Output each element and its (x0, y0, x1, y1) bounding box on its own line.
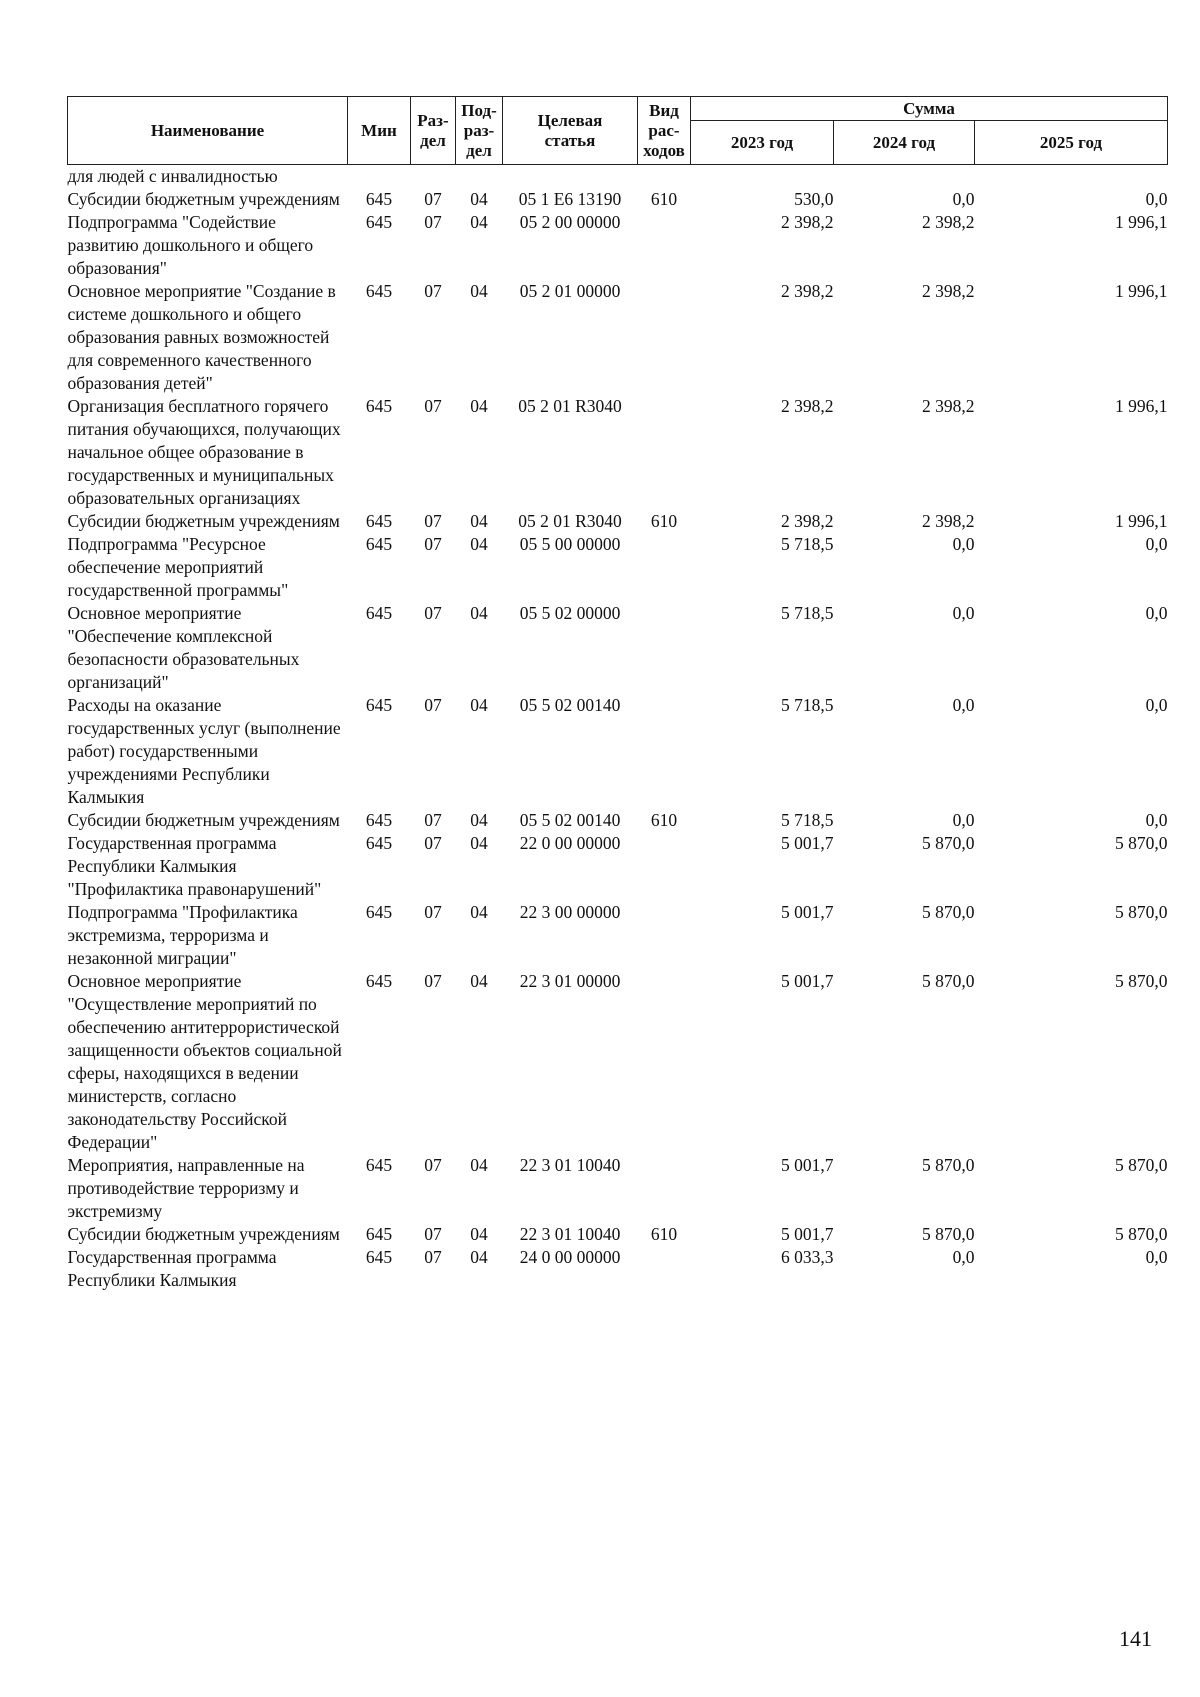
row-min (348, 165, 411, 189)
table-row (68, 188, 1168, 211)
row-sum-2023: 530,0 (794, 189, 834, 209)
row-target: 05 2 01 R3040 (518, 396, 622, 416)
row-razdel: 07 (424, 833, 442, 853)
row-podrazdel: 04 (470, 902, 488, 922)
row-name: Государственная программа Республики Калмыкия (67, 1247, 277, 1290)
row-sum-2023: 5 001,7 (781, 971, 834, 991)
row-name: Основное мероприятие "Обеспечение комплексной безопасности образовательных организаций" (67, 603, 300, 692)
row-razdel: 07 (424, 810, 442, 830)
row-sum-2023: 5 001,7 (781, 1224, 834, 1244)
row-min: 645 (365, 212, 393, 232)
row-min: 645 (365, 695, 393, 715)
row-vid (638, 211, 691, 280)
row-vid (638, 602, 691, 694)
table-row (68, 809, 1168, 832)
row-razdel: 07 (424, 902, 442, 922)
row-target: 22 3 01 10040 (519, 1224, 621, 1244)
row-sum-2023: 6 033,3 (781, 1247, 834, 1267)
row-target: 05 5 02 00000 (519, 603, 621, 623)
row-min: 645 (365, 534, 393, 554)
row-min: 645 (365, 1247, 393, 1267)
table-body (68, 165, 1168, 1293)
row-razdel: 07 (424, 1247, 442, 1267)
row-name: Подпрограмма "Ресурсное обеспечение мероприятий государственной программы" (67, 534, 289, 600)
row-podrazdel: 04 (470, 1224, 488, 1244)
row-sum-2024: 0,0 (952, 534, 975, 554)
row-sum-2024: 5 870,0 (922, 1224, 975, 1244)
row-podrazdel (456, 165, 503, 189)
row-name: Государственная программа Республики Калмыкия "Профилактика правонарушений" (67, 833, 322, 899)
row-sum-2025: 0,0 (1145, 189, 1168, 209)
table-row (68, 533, 1168, 602)
table-row (68, 970, 1168, 1154)
row-min: 645 (365, 902, 393, 922)
row-target: 22 3 01 00000 (519, 971, 621, 991)
table-row (68, 901, 1168, 970)
row-razdel (411, 165, 456, 189)
row-name: Основное мероприятие "Создание в системе дошкольного и общего образования равных возможностей для современного качественного образования детей" (67, 281, 336, 393)
row-min: 645 (365, 281, 393, 301)
row-vid: 610 (650, 810, 678, 830)
row-min: 645 (365, 810, 393, 830)
row-target: 05 5 02 00140 (519, 810, 621, 830)
row-sum-2023: 5 718,5 (781, 810, 834, 830)
row-name: для людей с инвалидностью (67, 166, 278, 186)
row-sum-2025: 1 996,1 (1115, 281, 1168, 301)
header-vid: Вид рас- ходов (638, 97, 691, 165)
row-podrazdel: 04 (470, 695, 488, 715)
row-sum-2025: 1 996,1 (1115, 396, 1168, 416)
page-number: 141 (1119, 1626, 1152, 1651)
row-sum-2024: 5 870,0 (922, 1155, 975, 1175)
row-min: 645 (365, 971, 393, 991)
header-min: Мин (348, 97, 411, 165)
row-podrazdel: 04 (470, 810, 488, 830)
header-2024: 2024 год (834, 121, 975, 165)
table-row (68, 395, 1168, 510)
row-min: 645 (365, 1224, 393, 1244)
row-name: Расходы на оказание государственных услуг (выполнение работ) государственными учреждениями Республики Калмыкия (67, 695, 341, 807)
row-razdel: 07 (424, 212, 442, 232)
row-podrazdel: 04 (470, 511, 488, 531)
row-sum-2023: 2 398,2 (781, 281, 834, 301)
table-row (68, 602, 1168, 694)
row-razdel: 07 (424, 534, 442, 554)
row-target (503, 165, 638, 189)
row-vid (638, 395, 691, 510)
table-row (68, 165, 1168, 189)
row-sum-2024: 2 398,2 (922, 511, 975, 531)
row-sum-2023: 5 001,7 (781, 902, 834, 922)
row-target: 05 2 01 R3040 (518, 511, 622, 531)
row-vid (638, 832, 691, 901)
row-sum-2024: 0,0 (952, 810, 975, 830)
row-target: 05 1 Е6 13190 (518, 189, 622, 209)
row-sum-2024: 0,0 (952, 189, 975, 209)
row-min: 645 (365, 511, 393, 531)
row-podrazdel: 04 (470, 281, 488, 301)
row-sum-2025: 0,0 (1145, 810, 1168, 830)
row-sum-2025: 5 870,0 (1115, 833, 1168, 853)
row-podrazdel: 04 (470, 189, 488, 209)
row-name: Подпрограмма "Содействие развитию дошкольного и общего образования" (67, 212, 314, 278)
budget-table (67, 96, 1168, 1292)
table-row (68, 694, 1168, 809)
row-name: Организация бесплатного горячего питания обучающихся, получающих начальное общее образование в государственных и муниципальных образовательных организациях (67, 396, 341, 508)
row-vid (638, 901, 691, 970)
row-sum-2023: 5 718,5 (781, 695, 834, 715)
budget-sheet (67, 96, 1167, 1292)
table-row (68, 1246, 1168, 1292)
row-sum-2023: 5 718,5 (781, 603, 834, 623)
row-sum-2023: 2 398,2 (781, 511, 834, 531)
row-sum-2024: 0,0 (952, 1247, 975, 1267)
row-vid (638, 1154, 691, 1223)
row-podrazdel: 04 (470, 212, 488, 232)
row-min: 645 (365, 1155, 393, 1175)
row-sum-2023: 5 001,7 (781, 833, 834, 853)
row-sum-2024 (834, 165, 975, 189)
row-name: Субсидии бюджетным учреждениям (67, 189, 340, 209)
row-vid (638, 165, 691, 189)
row-sum-2025: 1 996,1 (1115, 511, 1168, 531)
row-sum-2024: 5 870,0 (922, 971, 975, 991)
header-sum: Сумма (691, 97, 1168, 121)
row-podrazdel: 04 (470, 1247, 488, 1267)
row-podrazdel: 04 (470, 603, 488, 623)
header-2023: 2023 год (691, 121, 834, 165)
row-podrazdel: 04 (470, 396, 488, 416)
row-razdel: 07 (424, 396, 442, 416)
row-sum-2025: 1 996,1 (1115, 212, 1168, 232)
table-row (68, 510, 1168, 533)
row-sum-2025: 5 870,0 (1115, 1155, 1168, 1175)
header-target: Целевая статья (503, 97, 638, 165)
row-razdel: 07 (424, 1224, 442, 1244)
row-sum-2024: 2 398,2 (922, 396, 975, 416)
row-razdel: 07 (424, 511, 442, 531)
row-vid: 610 (650, 511, 678, 531)
row-sum-2023 (691, 165, 834, 189)
row-target: 22 0 00 00000 (519, 833, 621, 853)
row-target: 22 3 00 00000 (519, 902, 621, 922)
row-podrazdel: 04 (470, 833, 488, 853)
row-name: Субсидии бюджетным учреждениям (67, 810, 340, 830)
row-name: Субсидии бюджетным учреждениям (67, 1224, 340, 1244)
row-sum-2024: 0,0 (952, 603, 975, 623)
row-vid (638, 533, 691, 602)
row-podrazdel: 04 (470, 971, 488, 991)
row-vid (638, 280, 691, 395)
row-vid: 610 (650, 1224, 678, 1244)
table-row (68, 280, 1168, 395)
row-sum-2025: 5 870,0 (1115, 1224, 1168, 1244)
row-min: 645 (365, 833, 393, 853)
row-podrazdel: 04 (470, 1155, 488, 1175)
row-sum-2024: 0,0 (952, 695, 975, 715)
row-sum-2024: 5 870,0 (922, 902, 975, 922)
row-vid (638, 694, 691, 809)
row-min: 645 (365, 396, 393, 416)
row-sum-2025: 0,0 (1145, 1247, 1168, 1267)
row-name: Субсидии бюджетным учреждениям (67, 511, 340, 531)
row-sum-2025 (975, 165, 1168, 189)
row-name: Основное мероприятие "Осуществление мероприятий по обеспечению антитеррористической защищенности объектов социальной сферы, находящихся в ведении министерств, согласно законодательству Российской Федерации" (67, 971, 342, 1152)
row-min: 645 (365, 603, 393, 623)
table-header (68, 97, 1168, 165)
row-razdel: 07 (424, 1155, 442, 1175)
row-razdel: 07 (424, 603, 442, 623)
row-target: 22 3 01 10040 (519, 1155, 621, 1175)
header-name: Наименование (68, 97, 348, 165)
row-sum-2023: 2 398,2 (781, 212, 834, 232)
row-razdel: 07 (424, 695, 442, 715)
row-target: 24 0 00 00000 (519, 1247, 621, 1267)
row-target: 05 2 00 00000 (519, 212, 621, 232)
table-row (68, 832, 1168, 901)
row-sum-2024: 5 870,0 (922, 833, 975, 853)
row-vid (638, 1246, 691, 1292)
row-razdel: 07 (424, 189, 442, 209)
table-row (68, 211, 1168, 280)
row-sum-2025: 0,0 (1145, 603, 1168, 623)
row-sum-2024: 2 398,2 (922, 212, 975, 232)
row-target: 05 2 01 00000 (519, 281, 621, 301)
row-razdel: 07 (424, 971, 442, 991)
row-sum-2025: 5 870,0 (1115, 971, 1168, 991)
row-vid: 610 (650, 189, 678, 209)
header-podrazdel: Под- раз- дел (456, 97, 503, 165)
row-name: Подпрограмма "Профилактика экстремизма, терроризма и незаконной миграции" (67, 902, 298, 968)
table-row (68, 1223, 1168, 1246)
row-sum-2023: 5 001,7 (781, 1155, 834, 1175)
row-name: Мероприятия, направленные на противодействие терроризму и экстремизму (67, 1155, 305, 1221)
row-sum-2023: 2 398,2 (781, 396, 834, 416)
row-target: 05 5 00 00000 (519, 534, 621, 554)
row-sum-2025: 0,0 (1145, 534, 1168, 554)
row-target: 05 5 02 00140 (519, 695, 621, 715)
row-sum-2025: 5 870,0 (1115, 902, 1168, 922)
header-2025: 2025 год (975, 121, 1168, 165)
row-podrazdel: 04 (470, 534, 488, 554)
row-sum-2024: 2 398,2 (922, 281, 975, 301)
row-sum-2025: 0,0 (1145, 695, 1168, 715)
row-min: 645 (365, 189, 393, 209)
row-sum-2023: 5 718,5 (781, 534, 834, 554)
header-razdel: Раз- дел (411, 97, 456, 165)
table-row (68, 1154, 1168, 1223)
row-razdel: 07 (424, 281, 442, 301)
row-vid (638, 970, 691, 1154)
